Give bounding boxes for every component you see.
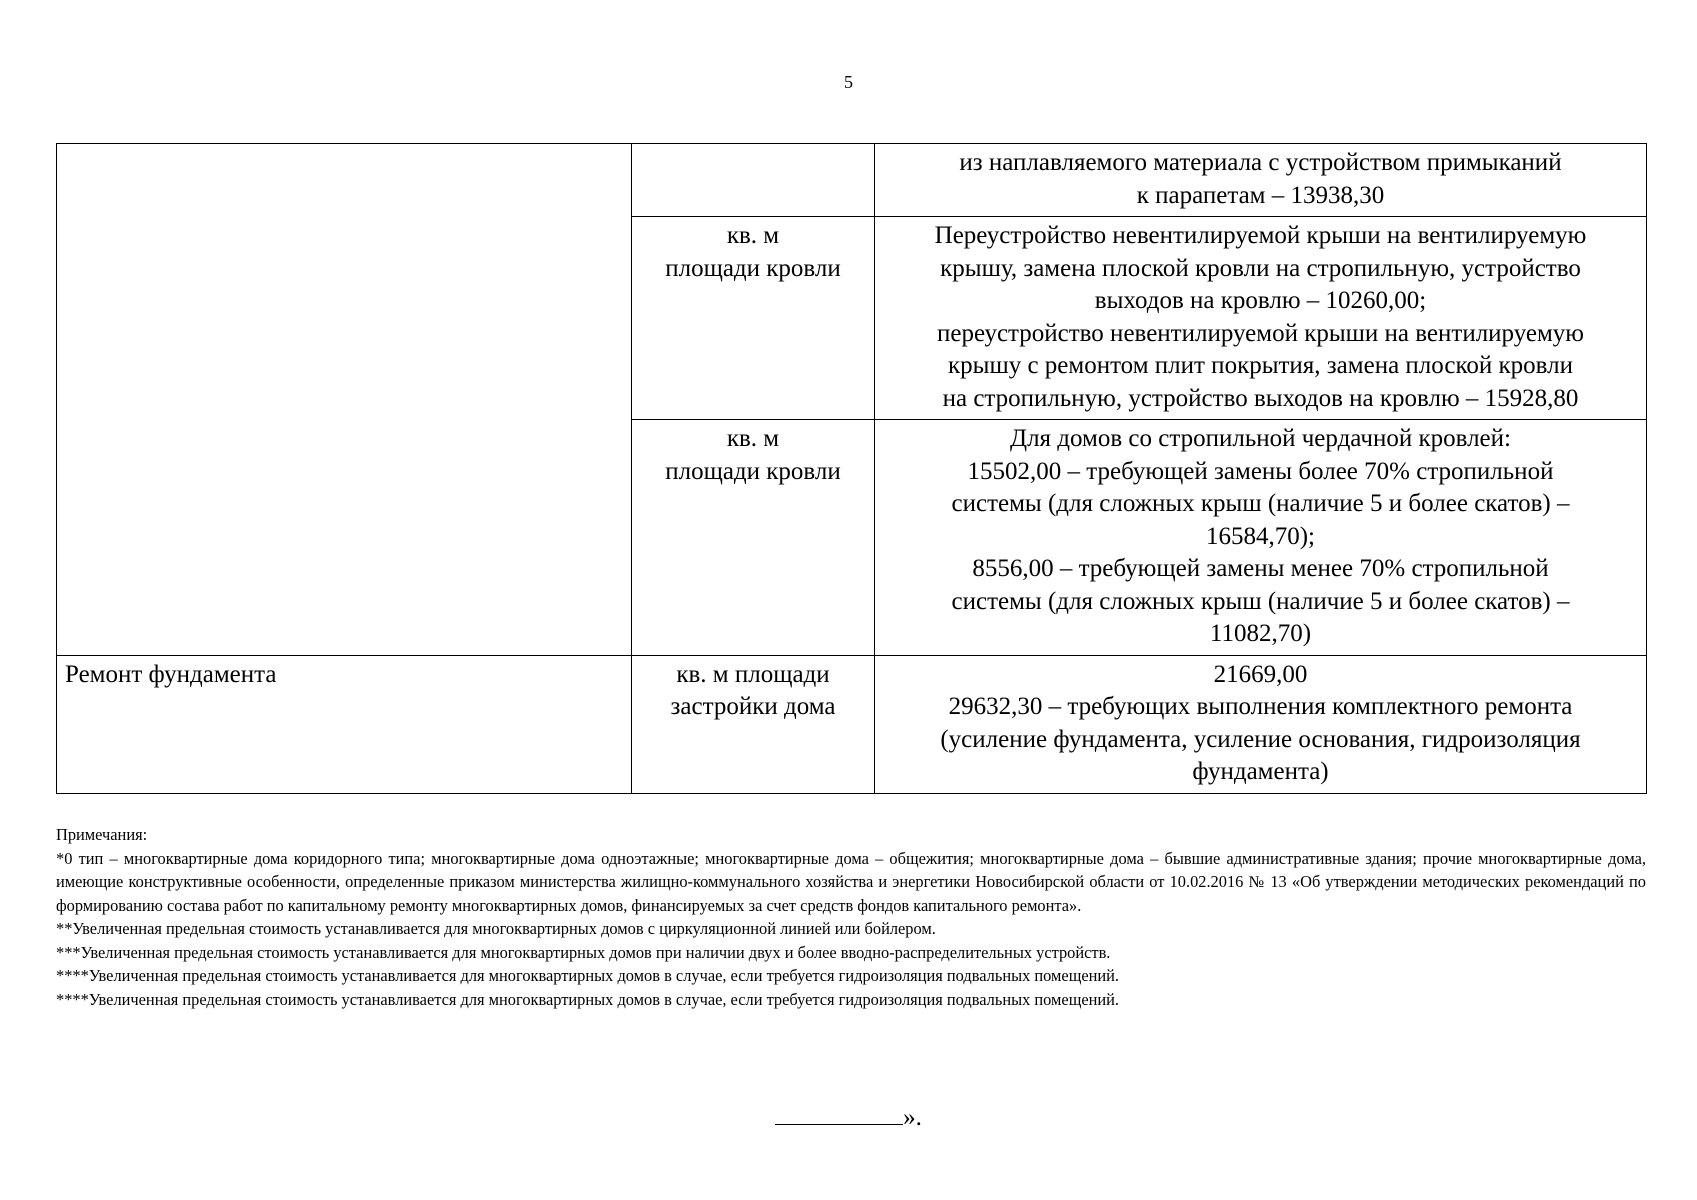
unit-line: кв. м площади bbox=[676, 660, 830, 688]
cost-cell bbox=[875, 420, 1647, 656]
cost-line: Для домов со стропильной чердачной кровлей: bbox=[1010, 425, 1511, 452]
unit-line: площади кровли bbox=[665, 254, 841, 282]
note-item: ****Увеличенная предельная стоимость устанавливается для многоквартирных домов в случае, если требуется гидроизоляция подвальных помещений. bbox=[56, 989, 1120, 1009]
page-number: 5 bbox=[844, 72, 853, 92]
note-item: ****Увеличенная предельная стоимость устанавливается для многоквартирных домов в случае, если требуется гидроизоляция подвальных помещений. bbox=[56, 966, 1120, 985]
cost-line: на стропильную, устройство выходов на кровлю – 15928,80 bbox=[942, 384, 1579, 412]
cost-cell bbox=[875, 217, 1647, 420]
signature-rule bbox=[775, 1098, 903, 1125]
cost-line: 21669,00 bbox=[1213, 660, 1308, 688]
table-row bbox=[57, 144, 1647, 217]
cost-line: выходов на кровлю – 10260,00; bbox=[1094, 287, 1427, 314]
cost-line: 29632,30 – требующих выполнения комплектного ремонта bbox=[948, 693, 1573, 720]
unit-cell bbox=[632, 420, 875, 656]
work-type-cell bbox=[57, 144, 632, 656]
work-type-cell: Ремонт фундамента bbox=[57, 655, 632, 793]
cost-line: крышу, замена плоской кровли на стропильную, устройство bbox=[940, 254, 1581, 282]
cost-line: крышу с ремонтом плит покрытия, замена плоской кровли bbox=[948, 352, 1573, 379]
closing-line bbox=[0, 1098, 1697, 1134]
note-item: *0 тип – многоквартирные дома коридорного типа; многоквартирные дома одноэтажные; многоквартирные дома – общежития; многоквартирные дома – бывшие административные здания; прочие многоквартирные дома, имеющие конструктивные особенности, определенные приказом министерства жилищно-коммунального хозяйства и энергетики Новосибирской области от 10.02.2016 № 13 «Об утверждении методических рекомендаций по формированию состава работ по капитальному ремонту многоквартирных домов, финансируемых за счет средств фондов капитального ремонта». bbox=[56, 848, 1646, 915]
cost-line: Переустройство невентилируемой крыши на вентилируемую bbox=[934, 222, 1587, 249]
unit-cell bbox=[632, 217, 875, 420]
cost-line: 16584,70); bbox=[1205, 522, 1316, 550]
table-row bbox=[57, 655, 1647, 793]
unit-line: кв. м bbox=[726, 425, 780, 452]
unit-line: застройки дома bbox=[670, 693, 836, 720]
cost-table bbox=[56, 143, 1647, 794]
cost-line: переустройство невентилируемой крыши на вентилируемую bbox=[937, 319, 1584, 347]
cost-cell bbox=[875, 655, 1647, 793]
cost-line: системы (для сложных крыш (наличие 5 и более скатов) – bbox=[951, 490, 1570, 517]
unit-cell bbox=[632, 655, 875, 793]
notes-title: Примечания: bbox=[56, 825, 148, 844]
unit-line: площади кровли bbox=[665, 457, 841, 485]
cost-line: системы (для сложных крыш (наличие 5 и более скатов) – bbox=[951, 587, 1570, 615]
cost-line: из наплавляемого материала с устройством примыканий bbox=[959, 149, 1562, 176]
note-item: **Увеличенная предельная стоимость устанавливается для многоквартирных домов с циркуляционной линией или бойлером. bbox=[56, 919, 936, 938]
cost-line: к парапетам – 13938,30 bbox=[1136, 181, 1385, 209]
notes-section bbox=[56, 823, 1646, 1011]
cost-line: 15502,00 – требующей замены более 70% стропильной bbox=[967, 457, 1554, 485]
unit-line: кв. м bbox=[726, 222, 780, 249]
cost-line: 11082,70) bbox=[1209, 620, 1312, 647]
cost-cell bbox=[875, 144, 1647, 217]
closing-quote: ». bbox=[903, 1104, 922, 1131]
unit-cell bbox=[632, 144, 875, 217]
note-item: ***Увеличенная предельная стоимость устанавливается для многоквартирных домов при наличии двух и более вводно-распределительных устройств. bbox=[56, 942, 1111, 962]
cost-line: (усиление фундамента, усиление основания, гидроизоляция bbox=[940, 725, 1581, 753]
cost-line: 8556,00 – требующей замены менее 70% стропильной bbox=[972, 555, 1549, 582]
cost-line: фундамента) bbox=[1192, 758, 1329, 785]
